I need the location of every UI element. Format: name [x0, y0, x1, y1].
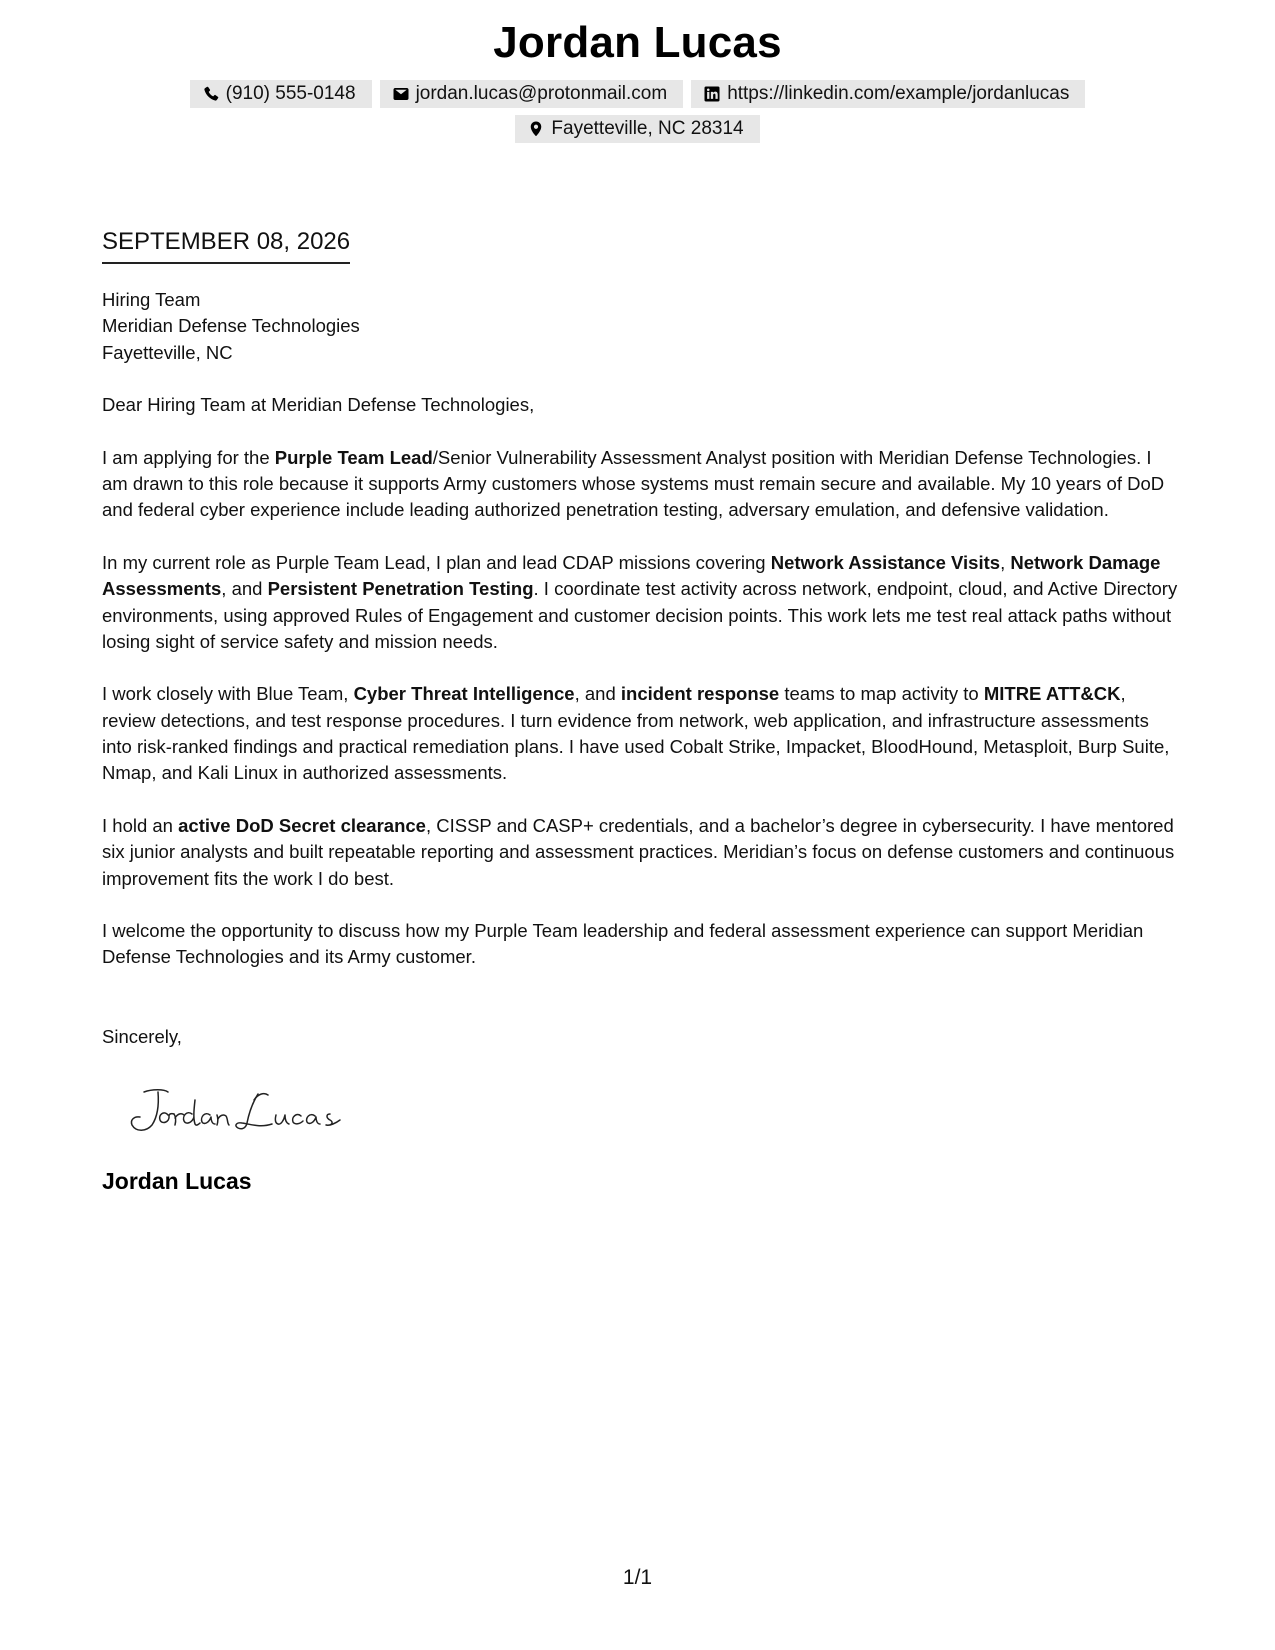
map-pin-icon [527, 120, 545, 138]
recipient-line: Hiring Team [102, 289, 201, 310]
paragraph-text: , review detections, and test response procedures. I turn evidence from network, web application, and infrastructure assessments into risk-ranked findings and practical remediation plans. I have used Cobalt Strike, Impacket, BloodHound, Metasploit, Burp Suite, Nmap, and Kali Linux in authorized assessments. [102, 683, 1170, 784]
emphasized-text: Network Assistance Visits [770, 551, 1001, 573]
paragraph-text: , and [221, 578, 268, 600]
letter-body [102, 287, 1182, 971]
recipient-line: Meridian Defense Technologies [102, 315, 360, 337]
body-paragraph [102, 445, 1182, 524]
paragraph-text: In my current role as Purple Team Lead, I plan and lead CDAP missions covering [102, 551, 771, 573]
linkedin-contact[interactable] [691, 80, 1085, 108]
signed-name: Jordan Lucas [102, 1168, 252, 1194]
letter-date: SEPTEMBER 08, 2026 [102, 228, 350, 264]
spacer [102, 366, 1182, 392]
email-text: jordan.lucas@protonmail.com [415, 83, 668, 104]
phone-text: (910) 555-0148 [225, 83, 356, 104]
paragraph-text: I welcome the opportunity to discuss how my Purple Team leadership and federal assessment experience can support Meridian Defense Technologies and its Army customer. [102, 920, 1144, 968]
page-number: 1/1 [622, 1566, 653, 1589]
recipient-line: Fayetteville, NC [102, 341, 233, 363]
spacer [102, 418, 1182, 444]
spacer [102, 892, 1182, 918]
body-paragraph [102, 813, 1182, 892]
spacer [102, 655, 1182, 681]
salutation: Dear Hiring Team at Meridian Defense Technologies, [102, 394, 535, 416]
paragraph-text: . I coordinate test activity across network, endpoint, cloud, and Active Directory environments, using approved Rules of Engagement and customer decision points. This work lets me test real attack paths without losing sight of service safety and mission needs. [102, 578, 1178, 652]
paragraph-text: , [1000, 551, 1011, 573]
location-text: Fayetteville, NC 28314 [551, 118, 744, 139]
phone-icon [202, 85, 220, 103]
linkedin-text: https://linkedin.com/example/jordanlucas [727, 83, 1070, 104]
emphasized-text: Network Damage Assessments [102, 551, 1161, 600]
handwritten-signature [118, 1082, 358, 1140]
paragraph-text: /Senior Vulnerability Assessment Analyst position with Meridian Defense Technologies. I am drawn to this role because it supports Army customers whose systems must remain secure and available. My 10 years of DoD and federal cyber experience include leading authorized penetration testing, adversary emulation, and defensive validation. [102, 446, 1165, 521]
contact-row-location [0, 115, 1275, 143]
paragraph-text: I hold an [102, 814, 179, 836]
paragraph-text: teams to map activity to [779, 683, 984, 705]
linkedin-icon [703, 85, 721, 103]
phone-contact[interactable] [190, 80, 372, 108]
location-contact[interactable] [515, 115, 759, 143]
paragraph-text: , and [574, 683, 621, 705]
spacer [102, 787, 1182, 813]
emphasized-text: active DoD Secret clearance [178, 814, 426, 836]
spacer [102, 524, 1182, 550]
emphasized-text: Purple Team Lead [274, 446, 433, 468]
recipient-address [102, 287, 1182, 366]
email-contact[interactable] [380, 80, 684, 108]
envelope-icon [392, 85, 410, 103]
closing: Sincerely, [102, 1026, 182, 1047]
emphasized-text: Persistent Penetration Testing [267, 578, 534, 600]
emphasized-text: MITRE ATT&CK [983, 683, 1121, 705]
emphasized-text: Cyber Threat Intelligence [353, 683, 575, 705]
paragraph-text: I work closely with Blue Team, [102, 683, 354, 705]
applicant-name: Jordan Lucas [493, 18, 782, 67]
body-paragraph [102, 918, 1182, 971]
body-paragraph [102, 681, 1182, 786]
paragraph-text: I am applying for the [102, 446, 275, 468]
body-paragraph [102, 550, 1182, 655]
emphasized-text: incident response [620, 683, 780, 705]
contact-row [0, 80, 1275, 108]
paragraph-text: , CISSP and CASP+ credentials, and a bachelor’s degree in cybersecurity. I have mentored six junior analysts and built repeatable reporting and assessment practices. Meridian’s focus on defense customers and continuous improvement fits the work I do best. [102, 814, 1175, 889]
